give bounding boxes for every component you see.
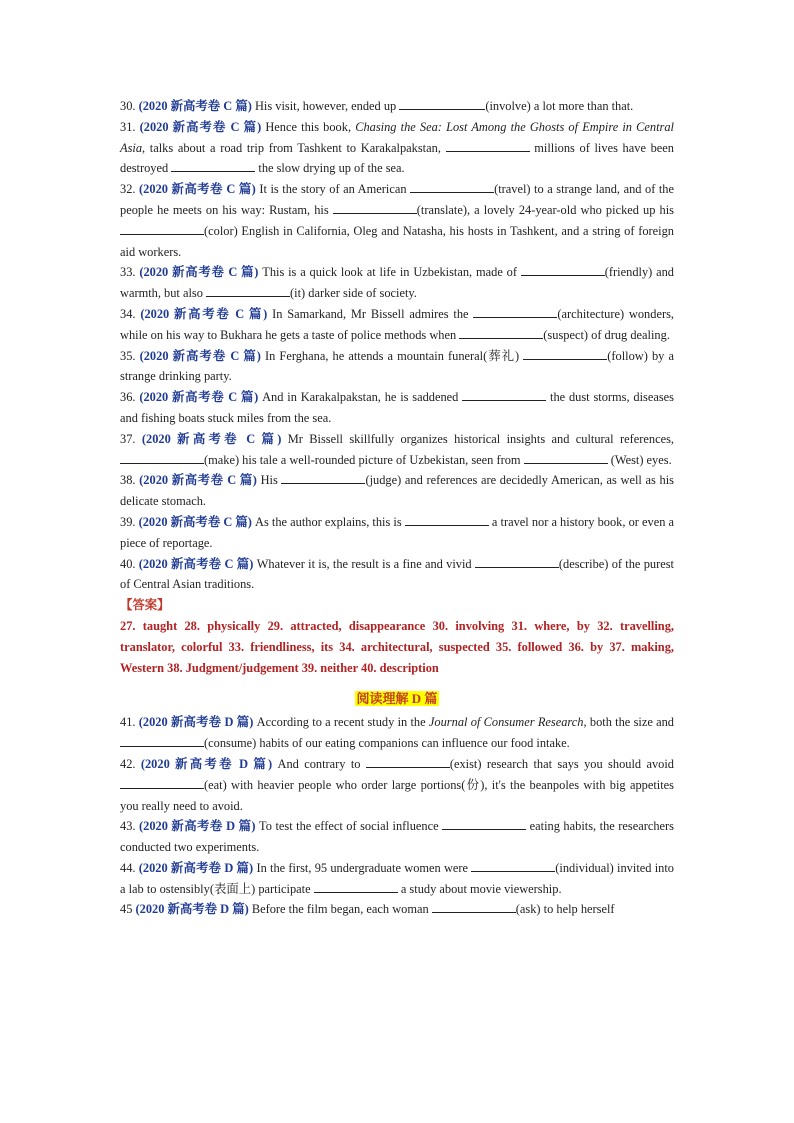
answer-heading: 【答案】 [120,598,170,613]
journal-title: Journal of Consumer Research [428,715,584,730]
answer-blank[interactable] [399,98,485,110]
question-34: 34. (2020 新高考卷 C 篇) In Samarkand, Mr Bissell admires the (architecture) wonders, while on his way to Bukhara he gets a taste of police methods when (suspect) of drug dealing. [120,306,674,342]
answer-blank[interactable] [333,202,417,214]
question-38: 38. (2020 新高考卷 C 篇) His (judge) and references are decidedly American, as well as his delicate stomach. [120,473,674,509]
answer-blank[interactable] [471,860,555,872]
question-36: 36. (2020 新高考卷 C 篇) And in Karakalpakstan, he is saddened the dust storms, diseases and fishing boats stuck miles from the sea. [120,390,674,425]
answer-blank[interactable] [405,514,489,526]
answer-blank[interactable] [171,160,255,172]
question-source: (2020 新高考卷 D 篇) [139,819,256,834]
answer-key: 27. taught 28. physically 29. attracted, disappearance 30. involving 31. where, by 32. travelling, translator, colorful 33. friendliness, its 34. architectural, suspected 35. followed 36. by 37. making, Western 38. Judgment/judgement 39. neither 40. description [120,618,674,675]
question-45: 45 (2020 新高考卷 D 篇) Before the film began, each woman (ask) to help herself [120,902,615,917]
answer-blank[interactable] [410,181,494,193]
question-source: (2020 新高考卷 C 篇) [139,390,259,405]
question-source: (2020 新高考卷 C 篇) [138,99,252,113]
answer-blank[interactable] [459,327,543,339]
answer-blank[interactable] [366,756,450,768]
answer-blank[interactable] [524,452,608,464]
question-31: 31. (2020 新高考卷 C 篇) Hence this book, Chasing the Sea: Lost Among the Ghosts of Empire in Central Asia, talks about a road trip from Tashkent to Karakalpakstan, millions of lives have been destroyed the slow drying up of the sea. [120,119,674,176]
answer-blank[interactable] [442,818,526,830]
question-source: (2020 新高考卷 D 篇) [135,902,249,917]
answer-blank[interactable] [523,348,607,360]
answer-blank[interactable] [432,901,516,913]
question-33: 33. (2020 新高考卷 C 篇) This is a quick look at life in Uzbekistan, made of (friendly) and warmth, but also (it) darker side of society. [120,265,674,301]
question-43: 43. (2020 新高考卷 D 篇) To test the effect of social influence eating habits, the researchers conducted two experiments. [120,819,674,855]
answer-blank[interactable] [473,306,557,318]
question-source: (2020 新高考卷 C 篇) [139,119,262,134]
worksheet-page [120,96,674,920]
section-d-heading [120,690,674,708]
answer-blank[interactable] [120,223,204,235]
section-d-title: 阅读理解 D 篇 [356,691,438,707]
answer-blank[interactable] [475,556,559,568]
question-source: (2020 新高考卷 C 篇) [139,182,256,197]
question-44: 44. (2020 新高考卷 D 篇) In the first, 95 undergraduate women were (individual) invited into a lab to ostensibly(表面上) participate a study about movie viewership. [120,860,674,896]
answer-blank[interactable] [120,735,204,747]
question-source: (2020 新高考卷 C 篇) [139,473,257,488]
question-source: (2020 新高考卷 C 篇) [138,514,252,529]
question-40: 40. (2020 新高考卷 C 篇) Whatever it is, the result is a fine and vivid (describe) of the purest of Central Asian traditions. [120,556,674,592]
question-30: 30. (2020 新高考卷 C 篇) His visit, however, ended up (involve) a lot more than that. [120,99,634,113]
question-source: (2020 新高考卷 C 篇) [138,556,254,571]
question-32: 32. (2020 新高考卷 C 篇) It is the story of an American (travel) to a strange land, and of the people he meets on his way: Rustam, his (translate), a lovely 24-year-old who picked up his (color) English in California, Oleg and Natasha, his hosts in Tashkent, and a string of foreign aid workers. [120,182,674,259]
question-source: (2020 新高考卷 D 篇) [140,756,273,771]
answer-blank[interactable] [120,452,204,464]
answer-blank[interactable] [206,285,290,297]
question-source: (2020 新高考卷 C 篇) [141,431,282,446]
answer-blank[interactable] [521,264,605,276]
question-41: 41. (2020 新高考卷 D 篇) According to a recent study in the Journal of Consumer Research, both the size and (consume) habits of our eating companions can influence our food intake. [120,715,675,751]
question-37: 37. (2020 新高考卷 C 篇) Mr Bissell skillfully organizes historical insights and cultural references, (make) his tale a well-rounded picture of Uzbekistan, seen from (West) eyes. [120,431,674,467]
answer-blank[interactable] [314,881,398,893]
question-source: (2020 新高考卷 D 篇) [138,860,254,875]
question-source: (2020 新高考卷 C 篇) [140,306,268,321]
question-source: (2020 新高考卷 C 篇) [139,265,259,280]
question-source: (2020 新高考卷 D 篇) [138,715,254,730]
answer-blank[interactable] [462,389,546,401]
question-39: 39. (2020 新高考卷 C 篇) As the author explains, this is a travel nor a history book, or even a piece of reportage. [120,514,674,550]
book-title: Chasing the Sea: Lost Among the Ghosts of Empire in Central Asia [120,119,674,155]
answer-blank[interactable] [446,140,530,152]
answer-blank[interactable] [281,472,365,484]
question-42: 42. (2020 新高考卷 D 篇) And contrary to (exist) research that says you should avoid (eat) with heavier people who order large portions(份), it's the beanpoles with big appetites you really need to avoid. [120,756,674,813]
answer-blank[interactable] [120,777,204,789]
question-35: 35. (2020 新高考卷 C 篇) In Ferghana, he attends a mountain funeral(葬礼) (follow) by a strange drinking party. [120,348,674,384]
question-source: (2020 新高考卷 C 篇) [139,348,261,363]
